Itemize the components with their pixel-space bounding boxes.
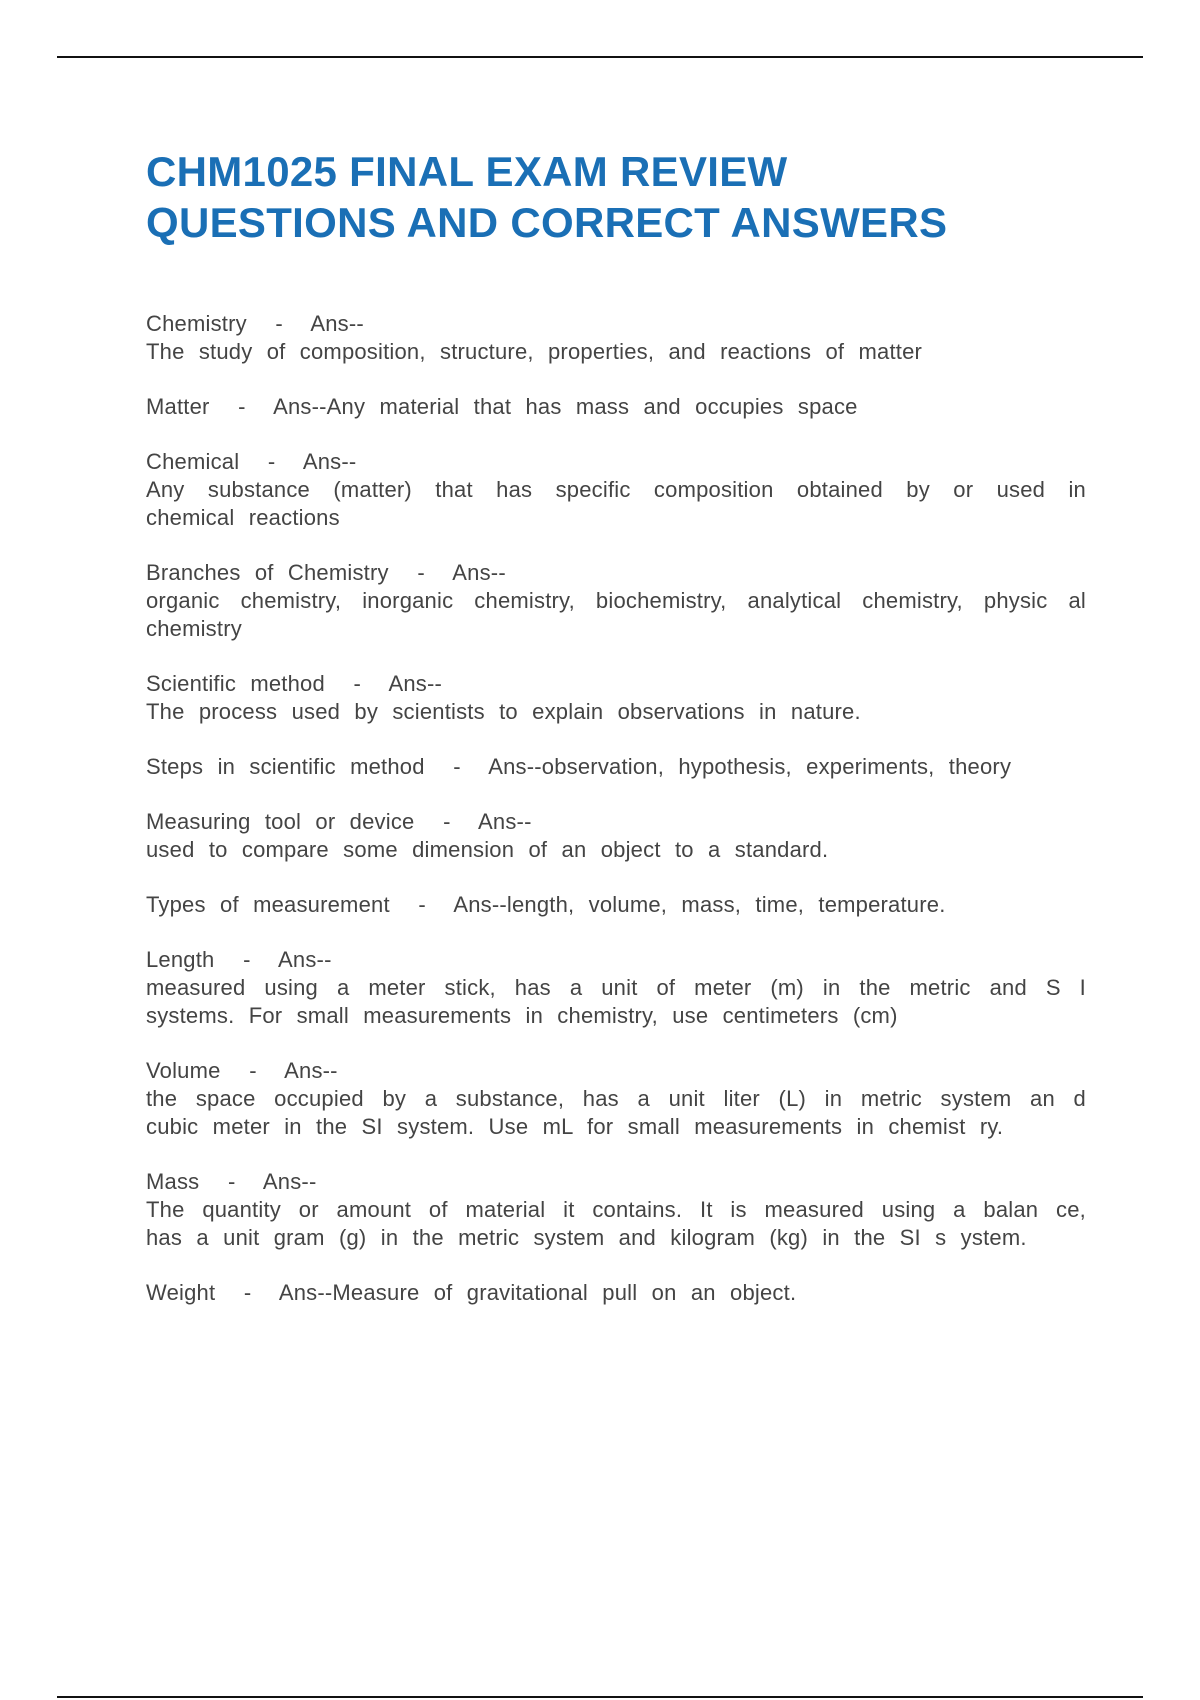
document-body (146, 146, 1115, 1334)
qa-term: Scientific method - Ans-- (146, 671, 443, 696)
qa-term: Measuring tool or device - Ans-- (146, 809, 532, 834)
qa-answer: measured using a meter stick, has a unit of meter (m) in the metric and S I systems. For small measurements in chemistry, use centimeters (cm) (146, 975, 1101, 1028)
title-line-1: CHM1025 FINAL EXAM REVIEW (146, 148, 788, 195)
qa-answer: the space occupied by a substance, has a unit liter (L) in metric system an d cubic meter in the SI system. Use mL for small measurements in chemist ry. (146, 1086, 1101, 1139)
title-line-2: QUESTIONS AND CORRECT ANSWERS (146, 199, 948, 246)
qa-term: Chemistry - Ans-- (146, 311, 364, 336)
qa-item-weight (146, 1279, 1086, 1307)
qa-item-length (146, 946, 1101, 1030)
qa-term: Steps in scientific method - Ans-- (146, 754, 542, 779)
qa-term: Volume - Ans-- (146, 1058, 338, 1083)
qa-item-branches-of-chemistry (146, 559, 1101, 643)
qa-item-steps-in-scientific-method (146, 753, 1086, 781)
qa-term: Chemical - Ans-- (146, 449, 357, 474)
qa-item-chemical (146, 448, 1115, 532)
qa-term: Types of measurement - Ans-- (146, 892, 507, 917)
qa-answer: organic chemistry, inorganic chemistry, biochemistry, analytical chemistry, physic al chemistry (146, 588, 1101, 641)
qa-term: Weight - Ans-- (146, 1280, 333, 1305)
qa-answer: Any substance (matter) that has specific composition obtained by or used in chemical reactions (146, 477, 1115, 530)
qa-term: Branches of Chemistry - Ans-- (146, 560, 506, 585)
qa-item-scientific-method (146, 670, 1086, 726)
qa-item-mass (146, 1168, 1101, 1252)
bottom-rule (57, 1696, 1143, 1698)
qa-answer: Any material that has mass and occupies space (326, 394, 858, 419)
qa-item-volume (146, 1057, 1101, 1141)
qa-item-measuring-tool (146, 808, 1086, 864)
qa-answer: The process used by scientists to explain observations in nature. (146, 699, 861, 724)
qa-answer: Measure of gravitational pull on an object. (332, 1280, 797, 1305)
qa-answer: The study of composition, structure, properties, and reactions of matter (146, 339, 923, 364)
qa-item-chemistry (146, 310, 1086, 366)
qa-term: Mass - Ans-- (146, 1169, 317, 1194)
qa-answer: length, volume, mass, time, temperature. (506, 892, 946, 917)
qa-term: Length - Ans-- (146, 947, 332, 972)
qa-answer: The quantity or amount of material it contains. It is measured using a balan ce, has a unit gram (g) in the metric system and kilogram (kg) in the SI s ystem. (146, 1197, 1101, 1250)
qa-answer: used to compare some dimension of an object to a standard. (146, 837, 829, 862)
qa-term: Matter - Ans-- (146, 394, 327, 419)
document-title (146, 146, 1086, 248)
top-rule (57, 56, 1143, 58)
qa-list (146, 310, 1115, 1307)
qa-item-matter (146, 393, 1086, 421)
qa-item-types-of-measurement (146, 891, 1086, 919)
qa-answer: observation, hypothesis, experiments, theory (541, 754, 1012, 779)
